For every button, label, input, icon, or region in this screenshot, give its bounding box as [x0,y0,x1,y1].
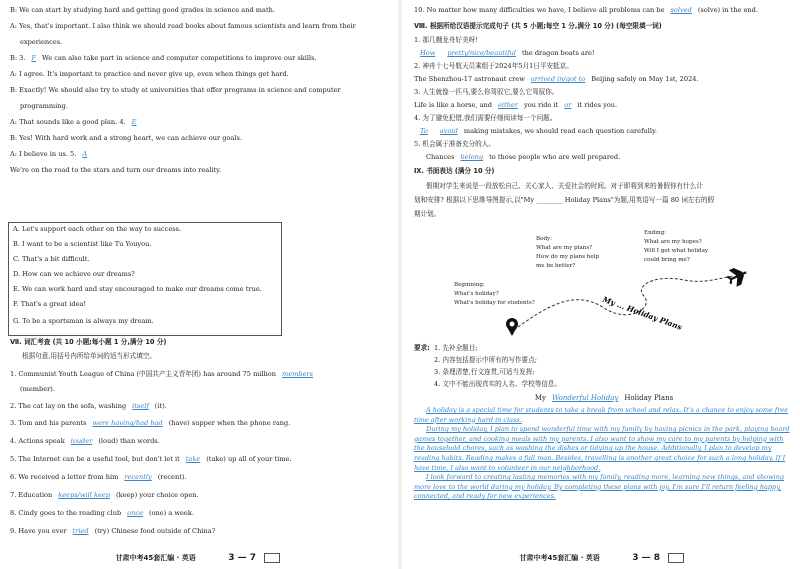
requirement-item: 3. 条理清楚,行文连贯,可适当发挥; [434,368,535,376]
dialogue-line: experiences. [20,38,63,46]
page-footer [404,553,800,563]
dialogue-line: A: I agree. It's important to practice and never give up, even when things get hard. [10,70,289,78]
sentence-3: Life is like a horse, and either you ride it or it rides you. [414,101,618,109]
vocab-item-8: 8. Cindy goes to the reading club once (one) a week. [10,509,194,517]
vocab-item-1: 1. Communist Youth League of China (中国共产主义青年团) has around 75 million members [10,370,314,378]
answer-4: E [131,118,137,126]
footer-title: 甘肃中考45套汇编 · 英语 [519,554,600,562]
requirement-item: 1. 先补全题目; [434,344,478,352]
body-q2: How do my plans help [536,254,600,260]
page-footer [0,553,396,563]
vocab-item-4: 4. Actions speak louder (loud) than words. [10,437,160,445]
sentence-3-cn: 3. 人生就像一匹马,要么你驾驭它,要么它驾驭你。 [414,88,559,96]
essay-paragraph: A holiday is a special time for students to take a break from school and relax. It's a chance to enjoy some free time after working hard in class. [414,406,789,424]
sentence-2: The Shenzhou-17 astronaut crew arrived in/got to Beijing safely on May 1st, 2024. [414,75,699,83]
beginning-q2: What's holiday for students? [454,300,535,306]
page-number: 3 — 8 [632,553,661,563]
requirement-item: 4. 文中不能出现真实的人名、学校等信息。 [434,380,562,388]
options-box [8,222,282,336]
essay-paragraph: During my holiday, I plan to spend wonderful time with my family by having picnics in the park, playing board games together, and cooking meals with my parents. I also want to show my care to my parents by helping with the household chores, such as washing the dishes or tidying up the house. Additionally, I plan to develop my reading habits. Reading makes a full man. Besides, travelling is another great choice for such a long holiday. If I have time, I also want to volunteer in our neighborhood. [414,425,790,472]
vocab-item-2: 2. The cat lay on the sofa, washing itself (it). [10,402,167,410]
essay-title: My Wonderful Holiday Holiday Plans [534,394,674,402]
option-item: D. How can we achieve our dreams? [13,270,135,278]
body-q1: What are my plans? [536,245,593,251]
dialogue-line-3: B: 3. F We can also take part in science and computer competitions to improve our skills. [10,54,317,62]
answer-3: F [31,54,37,62]
footer-title: 甘肃中考45套汇编 · 英语 [115,554,196,562]
option-item: G. To be a sportsman is always my dream. [13,317,154,325]
beginning-label: Beginning: [454,282,485,288]
section-8-title: Ⅷ. 根据所给汉语提示完成句子 (共 5 小题;每空 1 分,满分 10 分) (每空限填一词) [414,22,662,30]
writing-prompt: 期计划。 [414,210,441,218]
sentence-5-cn: 5. 机会属于准备充分的人。 [414,140,495,148]
section-7-title: Ⅶ. 词汇考查 (共 10 小题;每小题 1 分,满分 10 分) [10,338,167,346]
option-item: B. I want to be a scientist like Tu Youyou. [13,240,152,248]
mind-map [454,228,754,340]
dialogue-line: A: Yes, that's important. I also think we should read books about famous scientists and learn from their [10,22,356,30]
vocab-item-7: 7. Education keeps/will keep (keep) your choice open. [10,491,199,499]
section-7-instruction: 根据句意,用括号内所给单词的适当形式填空。 [22,352,156,360]
requirements-title: 要求: [414,344,430,352]
sentence-4-cn: 4. 为了避免犯错,我们需要仔细阅读每一个问题。 [414,114,557,122]
body-q3: me be better? [536,263,576,269]
option-item: A. Let's support each other on the way to success. [13,225,182,233]
essay-body [414,406,794,554]
sentence-5: Chances belong to those people who are well prepared. [426,153,621,161]
ending-q1: What are my hopes? [644,239,702,245]
dialogue-line: B: We can start by studying hard and getting good grades in science and math. [10,6,275,14]
ending-q2: Will I get what holiday [644,248,709,254]
ending-label: Ending: [644,230,667,236]
airplane-icon [726,265,750,288]
vocab-item-6: 6. We received a letter from him recently (recent). [10,473,187,481]
sentence-4: To avoid making mistakes, we should read each question carefully. [420,127,657,135]
dialogue-line: programming. [20,102,68,110]
sentence-1-cn: 1. 那几艘龙舟好美呀! [414,36,478,44]
vocab-item-9: 9. Have you ever tried (try) Chinese food outside of China? [10,527,216,535]
page-gutter [398,0,402,569]
vocab-item-3: 3. Tom and his parents were having/had had (have) supper when the phone rang. [10,419,291,427]
sentence-1: How pretty/nice/beautiful the dragon boats are! [420,49,595,57]
essay-paragraph: I look forward to creating lasting memories with my family, reading more, learning new things, and showing more love to the world during my holiday. By completing these plans with joy, I'm sure I'll return feeling happy, connected, and ready for new experiences. [414,473,785,501]
left-page [0,0,396,569]
dialogue-line-5: A: I believe in us. 5. A [10,150,390,158]
beginning-q1: What's holiday? [454,291,499,297]
option-item: E. We can work hard and stay encouraged to make our dreams come true. [13,285,262,293]
answer-5: A [82,150,88,158]
dialogue-line: B: Exactly! We should also try to study at universities that offer programs in science and computer [10,86,341,94]
right-page [404,0,800,569]
vocab-item-10: 10. No matter how many difficulties we have, I believe all problems can be solved (solve) in the end. [414,6,758,14]
ending-q3: could bring me? [644,257,690,263]
dialogue-line-4: A: That sounds like a good plan. 4. E [10,118,390,126]
section-9-title: Ⅸ. 书面表达 (满分 10 分) [414,167,495,175]
vocab-item-1-cont: (member). [20,385,55,393]
path-label: My ... Holiday Plans [601,294,684,332]
page-number: 3 — 7 [228,553,257,563]
vocab-item-5: 5. The Internet can be a useful tool, but don't let it take (take) up all of your time. [10,455,292,463]
dialogue-after-5: We're on the road to the stars and turn our dreams into reality. [10,166,222,174]
requirement-item: 2. 内容包括提示中所有的写作要点; [434,356,537,364]
publisher-logo-icon [668,553,684,563]
body-label: Body: [536,236,553,242]
writing-prompt: 划和安排? 根据以下思维导图提示,以"My ________ Holiday Plans"为题,用英语写一篇 80 词左右的假 [414,196,715,204]
option-item: C. That's a bit difficult. [13,255,90,263]
writing-prompt: 假期对学生来说是一段放松自己、关心家人、关爱社会的时间。对于即将到来的暑假你有什么计 [426,182,703,190]
publisher-logo-icon [264,553,280,563]
dialogue-line: B: Yes! With hard work and a strong heart, we can achieve our goals. [10,134,242,142]
sentence-2-cn: 2. 神舟十七号航天员乘组于2024年5月1日平安抵京。 [414,62,573,70]
option-item: F. That's a great idea! [13,300,87,308]
location-pin-icon [506,318,518,336]
